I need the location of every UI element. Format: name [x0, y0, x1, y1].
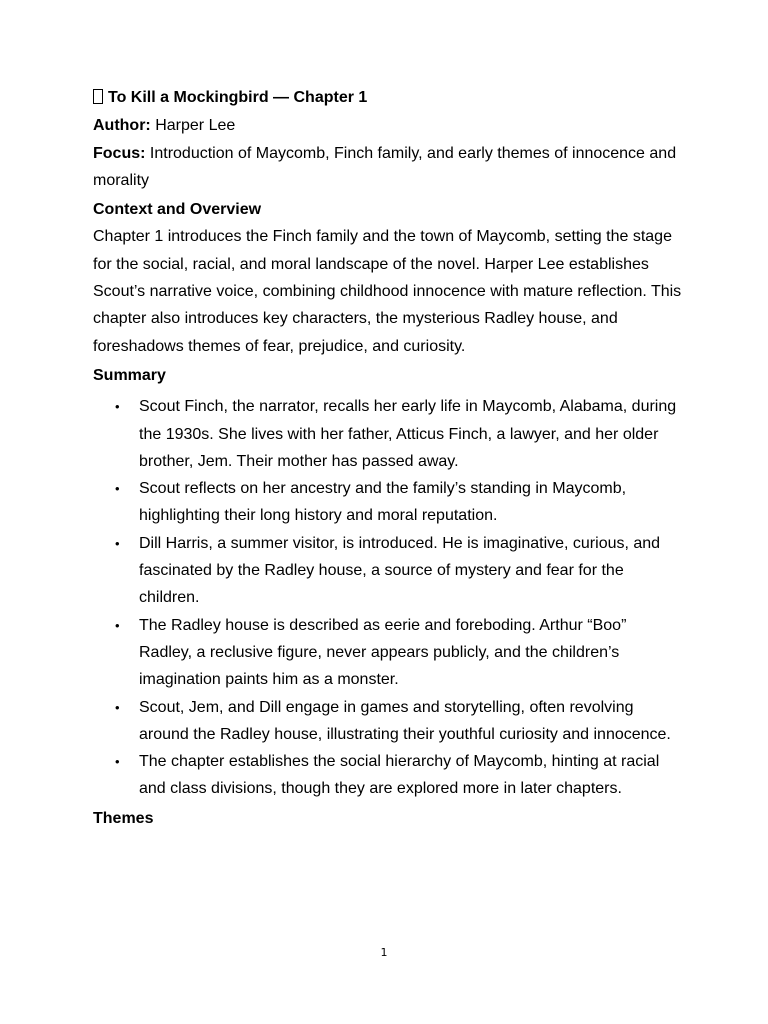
document-page — [93, 84, 683, 832]
list-item-text: Scout, Jem, and Dill engage in games and storytelling, often revolving around the Radley house, illustrating their youthful curiosity and innocence. — [139, 698, 671, 743]
summary-heading: Summary — [93, 366, 166, 384]
focus-line — [93, 140, 683, 195]
bullet-icon: • — [115, 617, 120, 633]
bullet-icon: • — [115, 699, 120, 715]
list-item-text: Dill Harris, a summer visitor, is introduced. He is imaginative, curious, and fascinated by the Radley house, a source of mystery and fear for the children. — [139, 534, 661, 607]
list-item-text: The Radley house is described as eerie and foreboding. Arthur “Boo” Radley, a reclusive figure, never appears publicly, and the children’s imagination paints him as a monster. — [139, 616, 627, 689]
list-item-text: Scout Finch, the narrator, recalls her early life in Maycomb, Alabama, during the 1930s. She lives with her father, Atticus Finch, a lawyer, and her older brother, Jem. Their mother has passed away. — [139, 398, 677, 470]
list-item — [93, 530, 683, 612]
list-item — [93, 694, 683, 749]
bullet-icon: • — [115, 481, 120, 497]
list-item — [93, 748, 683, 803]
missing-glyph-icon — [93, 89, 103, 104]
list-item — [93, 612, 683, 694]
focus-value: Introduction of Maycomb, Finch family, and early themes of innocence and morality — [93, 144, 677, 189]
page-number: 1 — [380, 946, 388, 959]
bullet-icon: • — [115, 754, 120, 770]
list-item-text: The chapter establishes the social hierarchy of Maycomb, hinting at racial and class divisions, though they are explored more in later chapters. — [139, 753, 660, 798]
context-paragraph: Chapter 1 introduces the Finch family and the town of Maycomb, setting the stage for the social, racial, and moral landscape of the novel. Harper Lee establishes Scout’s narrative voice, combining childhood innocence with mature reflection. This chapter also introduces key characters, the mysterious Radley house, and foreshadows themes of fear, prejudice, and curiosity. — [93, 228, 682, 355]
author-value: Harper Lee — [150, 117, 236, 135]
list-item — [93, 475, 683, 530]
author-line — [93, 112, 683, 139]
context-heading: Context and Overview — [93, 201, 262, 219]
focus-label: Focus: — [93, 144, 146, 162]
document-title — [93, 84, 683, 111]
themes-heading: Themes — [93, 809, 154, 827]
author-label: Author: — [93, 117, 151, 135]
list-item — [93, 393, 683, 475]
document-title-text: To Kill a Mockingbird — Chapter 1 — [108, 89, 368, 106]
bullet-icon: • — [115, 535, 120, 551]
list-item-text: Scout reflects on her ancestry and the family’s standing in Maycomb, highlighting their long history and moral reputation. — [139, 480, 627, 525]
summary-list — [93, 393, 683, 802]
bullet-icon: • — [115, 399, 120, 415]
